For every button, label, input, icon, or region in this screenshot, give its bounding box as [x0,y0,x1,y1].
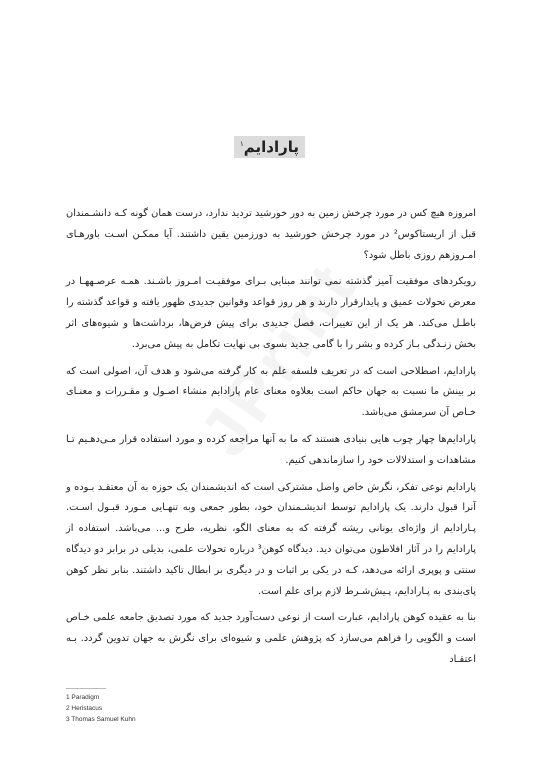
footnote: 3 Thomas Samuel Kuhn [66,716,136,723]
paragraph: بنا به عقیده کوهن پارادایم، عبارت است از نوعی دست‌آورد جدید که مورد تصدیق جامعه علمی خـاص است و الگویی را فراهم می‌سازد که پژوهش علمی و شیوه‌ای برای نگرش به جهان تدوین گردد. بـه اعتقـاد [66,612,476,665]
page-title-text: پارادایم [243,138,300,156]
title-block [0,136,539,158]
footnote: 1 Paradigm [66,694,100,701]
body-text [66,204,476,677]
paragraph: امروزه هیچ کس در مورد چرخش زمین به دور خورشید تردید ندارد، درست همان گونه کـه دانشـمندان قبل از اریستاکوس² در مورد چرخش خورشید به دورزمین یقین داشتند. آیا ممکـن اسـت باورهـای امـروزهم روزی باطل شود؟ [66,208,476,261]
paragraph: پارادایم، اصطلاحی است که در تعریف فلسفه علم به کار گرفته می‌شود و هدف آن، اصولی است که بر بینش ما نسبت به جهان حاکم است بعلاوه معنای عام پارادایم منشاء اصـول و مقـررات و معنـای خـاص آن سرمشق می‌باشد. [66,365,476,419]
footnote: 2 Heristacus [66,705,103,712]
paragraph: پارادایم‌ها چهار چوب هایی بنیادی هستند که ما به آنها مراجعه کرده و مورد استفاده قرار مـی‌دهـیم تـا مشاهدات و استدلالات خود را سازماندهی کنیم. [66,433,476,466]
page-title [234,136,305,158]
footnote-separator [66,688,106,689]
paragraph: پارادایم نوعی تفکر، نگرش خاص واصل مشترکی است که اندیشمندان یک حوزه به آن معتقـد بـوده و آنرا قبول دارند. یک پارادایم توسط اندیشـمندان خود، بطور جمعی وبه تنهـایی مـورد قبـول اسـت. پـارادایم از واژه‌ای یونانی ریشه گرفته که به معنای الگو، نظریه، طرح و... می‌باشد. استفاده از پارادایم را در آثار افلاطون می‌توان دید. دیدگاه کوهن³ درباره تحولات علمی، بدیلی در برابر دو دیدگاه سنتی و پوپری ارائه می‌دهد، کـه در یکی بر اثبات و در دیگری بر ابطال تاکید داشتند. بنابر نظر کوهن پای‌بندی به پـارادایم، پـیش‌شـرط لازم برای علم است. [66,481,476,597]
footnotes [66,692,266,725]
paragraph: رویکردهای موفقیت آمیز گذشته نمی توانند مبنایی بـرای موفقیـت امـروز باشـند. همـه عرصـههـا در معرض تحولات عمیق و پایدارقرار دارند و هر روز قواعد وقوانین جدیدی ظهور یافته و قواعد گذشته را باطـل می‌کند. هر یک از این تغییرات، فصل جدیدی برای پیش فرض‌ها، برداشت‌ها و شیوه‌های اثر بخش زنـدگی بـاز کرده و بشر را با گامی جدید بسوی بی نهایت تکامل به پیش می‌برد. [66,276,476,350]
title-footnote-marker: ۱ [239,140,244,148]
